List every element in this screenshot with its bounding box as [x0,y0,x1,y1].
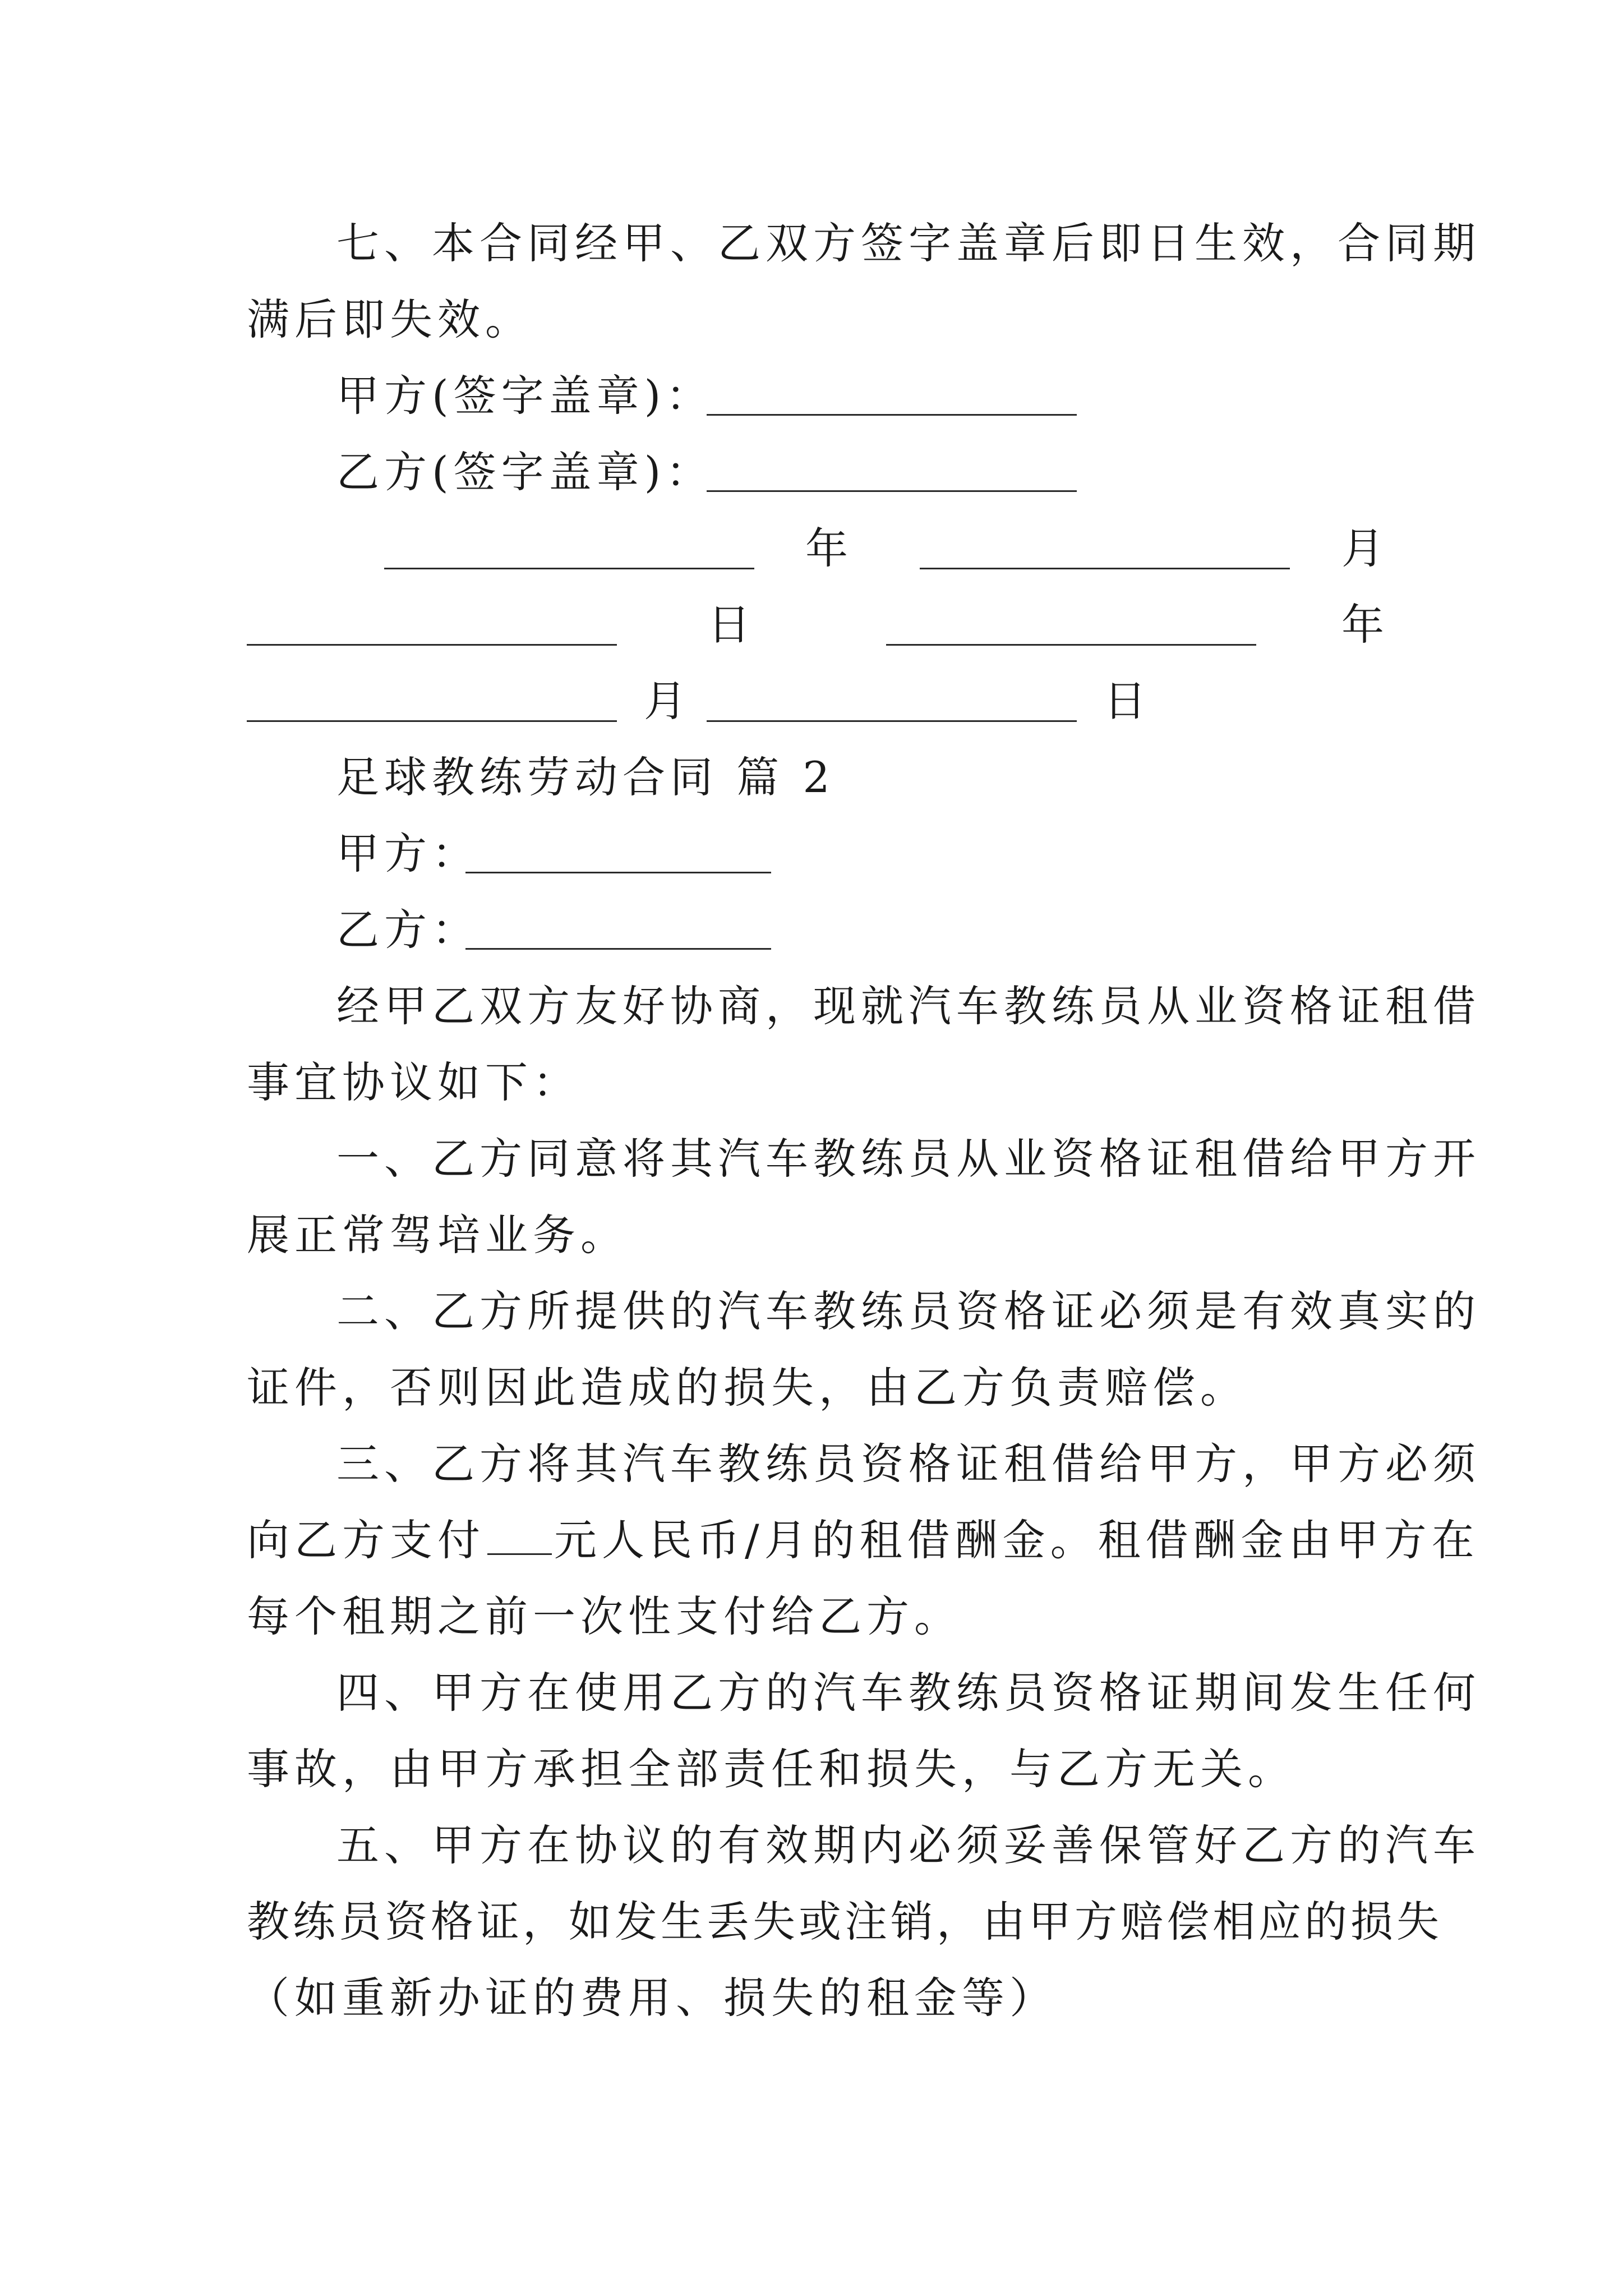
date2-day-label: 日 [1104,676,1151,726]
party-b-signature-label: 乙方(签字盖章)： [336,447,714,497]
clause7-line2: 满后即失效。 [247,295,533,344]
date2-day-blank[interactable] [707,720,1077,722]
intro-line1: 经甲乙双方友好协商，现就汽车教练员从业资格证租借 [336,981,1481,1031]
party-a-signature-blank[interactable] [707,414,1077,416]
clause3-line1: 三、乙方将其汽车教练员资格证租借给甲方，甲方必须 [336,1439,1481,1489]
date1-month-blank[interactable] [920,568,1290,569]
date1-day-label: 日 [708,600,755,650]
clause4-line2: 事故，由甲方承担全部责任和损失，与乙方无关。 [247,1744,1295,1794]
date1-year-blank[interactable] [384,568,754,569]
clause1-line1: 一、乙方同意将其汽车教练员从业资格证租借给甲方开 [336,1134,1481,1184]
date2-month-label: 月 [644,676,691,726]
date2-year-blank[interactable] [886,644,1256,646]
party-a-label: 甲方： [336,829,479,878]
clause2-line2: 证件，否则因此造成的损失，由乙方负责赔偿。 [247,1363,1248,1412]
clause2-line1: 二、乙方所提供的汽车教练员资格证必须是有效真实的 [336,1286,1481,1336]
party-b-signature-blank[interactable] [707,490,1077,492]
section2-title: 足球教练劳动合同 篇 2 [336,752,835,802]
party-b-label: 乙方： [336,905,479,955]
clause1-line2: 展正常驾培业务。 [247,1210,628,1260]
date2-month-blank[interactable] [247,720,617,722]
date1-month-label: 月 [1341,523,1389,573]
clause5-line2: 教练员资格证，如发生丢失或注销，由甲方赔偿相应的损失 [247,1897,1442,1947]
clause5-line3: （如重新办证的费用、损失的租金等） [247,1973,1057,2023]
clause3-line2 [247,1512,1479,1568]
clause4-line1: 四、甲方在使用乙方的汽车教练员资格证期间发生任何 [336,1668,1481,1718]
rent-amount-blank[interactable] [487,1520,552,1555]
party-a-signature-label: 甲方(签字盖章)： [336,371,714,421]
clause3-line2-prefix: 向乙方支付 [247,1515,485,1565]
party-a-blank[interactable] [465,872,771,873]
date2-year-label: 年 [1341,600,1389,650]
clause5-line1: 五、甲方在协议的有效期内必须妥善保管好乙方的汽车 [336,1820,1481,1870]
date1-year-label: 年 [805,523,853,573]
intro-line2: 事宜协议如下： [247,1057,580,1107]
clause7-line1: 七、本合同经甲、乙双方签字盖章后即日生效，合同期 [336,218,1481,268]
party-b-blank[interactable] [465,948,771,950]
clause3-line3: 每个租期之前一次性支付给乙方。 [247,1591,962,1641]
clause3-line2-suffix: 元人民币/月的租借酬金。租借酬金由甲方在 [554,1515,1479,1565]
date1-day-blank[interactable] [247,644,617,646]
